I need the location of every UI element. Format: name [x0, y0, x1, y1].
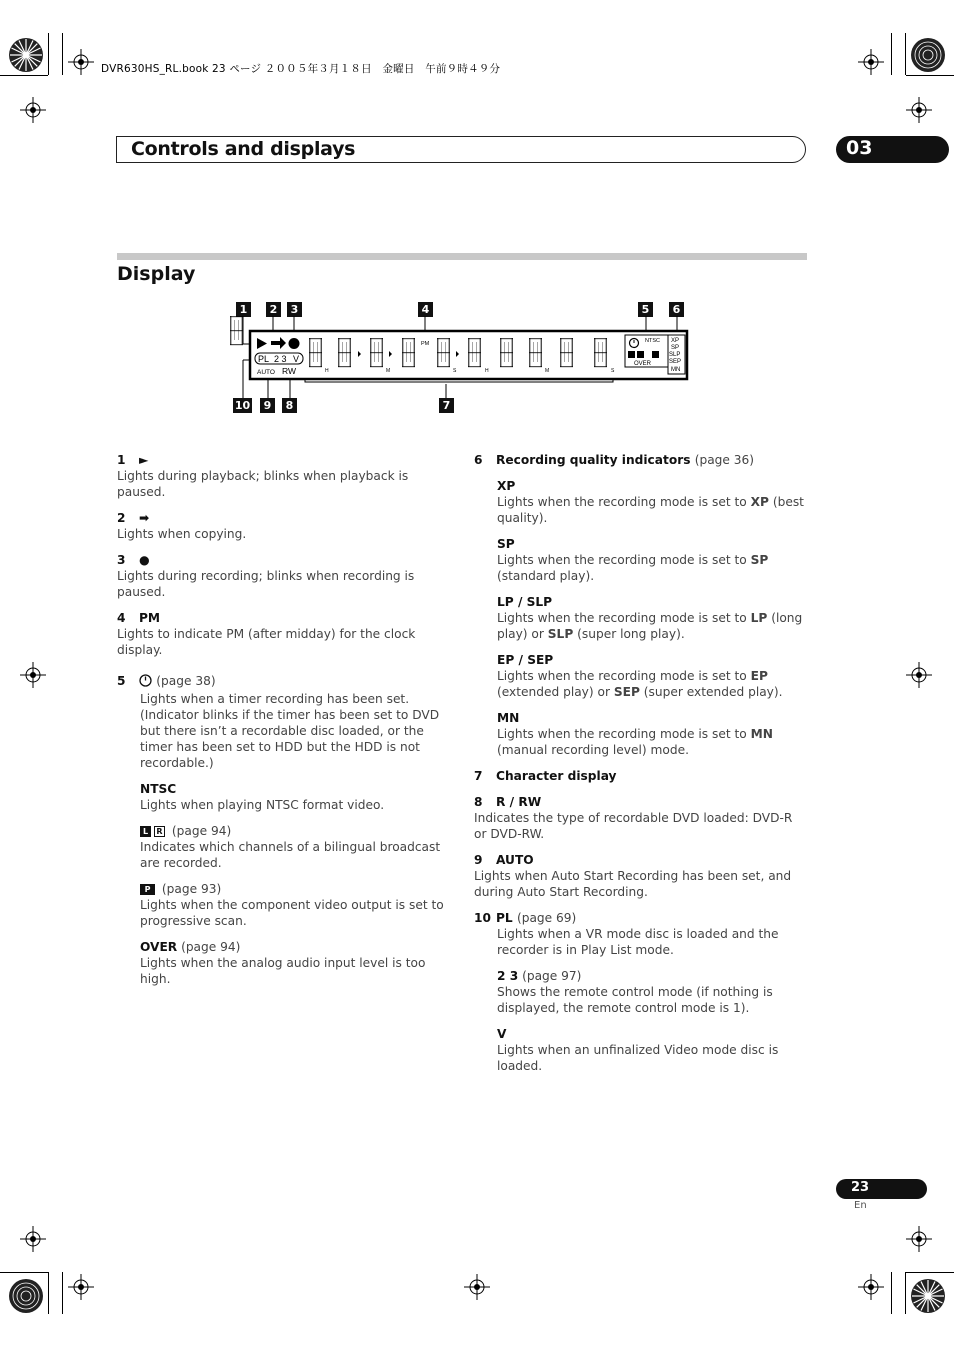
rw-label: RW — [282, 366, 297, 376]
list-item: 8 R / RW Indicates the type of recordable DVD loaded: DVD-R or DVD-RW. — [474, 795, 793, 841]
chapter-title: Controls and displays — [131, 138, 356, 160]
fl-display-panel — [230, 316, 692, 400]
registration-mark — [464, 1274, 490, 1300]
list-item: 1 ► Lights during playback; blinks when playback is paused. — [117, 453, 409, 499]
l-channel-icon: L — [140, 826, 151, 837]
m-label: M — [545, 368, 550, 374]
registration-mark — [68, 1274, 94, 1300]
sep-label: SEP — [669, 359, 682, 365]
timer-icon — [139, 674, 152, 691]
registration-mark — [68, 49, 94, 75]
callout-2: 2 — [266, 302, 281, 317]
starburst-mark-br — [910, 1278, 946, 1314]
callout-7: 7 — [439, 398, 454, 413]
language-label: En — [854, 1200, 867, 1211]
section-divider — [117, 253, 807, 260]
starburst-mark-bl — [8, 1278, 44, 1314]
chapter-tab — [836, 136, 949, 163]
section-title: Display — [117, 263, 196, 285]
list-item: 4 PM Lights to indicate PM (after midday) for the clock display. — [117, 611, 416, 657]
sub-item: NTSC Lights when playing NTSC format video. — [140, 782, 385, 812]
sub-item: XP Lights when the recording mode is set to XP (best quality). — [497, 479, 804, 525]
list-item: 7 Character display — [474, 769, 617, 783]
list-item: 9 AUTO Lights when Auto Start Recording has been set, and during Auto Start Recording. — [474, 853, 792, 899]
callout-1: 1 — [236, 302, 251, 317]
v-label: V — [293, 354, 300, 364]
sub-item: P (page 93) Lights when the component video output is set to progressive scan. — [140, 882, 444, 928]
remote-digits-label: 2 3 — [274, 354, 287, 364]
registration-mark — [906, 1226, 932, 1252]
callout-3: 3 — [287, 302, 302, 317]
registration-mark — [20, 662, 46, 688]
callout-4: 4 — [418, 302, 433, 317]
progressive-icon: P — [140, 884, 155, 895]
registration-mark — [858, 1274, 884, 1300]
m-label: M — [386, 368, 391, 374]
file-info: DVR630HS_RL.book 23 ページ ２００５年３月１８日 金曜日 午前９時４９分 — [101, 63, 501, 75]
chapter-number: 03 — [846, 137, 873, 159]
pm-label: PM — [421, 341, 430, 347]
list-item: 5 (page 38) Lights when a timer recording has been set. (Indicator blinks if the timer has been set to DVD but there isn’t a recordable disc loaded, or the timer has been set to HDD but the HDD is not recordable.) — [117, 674, 440, 770]
callout-9: 9 — [260, 398, 275, 413]
page-number-tab — [836, 1179, 927, 1199]
s-label: S — [453, 368, 457, 374]
r-channel-icon: R — [154, 826, 165, 837]
mn-label: MN — [671, 367, 681, 373]
registration-mark — [906, 97, 932, 123]
slp-label: SLP — [669, 352, 681, 358]
copy-arrow-icon: ➡ — [139, 511, 150, 525]
sub-item: LP / SLP Lights when the recording mode is set to LP (long play) or SLP (super long play). — [497, 595, 803, 641]
sub-item: EP / SEP Lights when the recording mode is set to EP (extended play) or SEP (super extended play). — [497, 653, 783, 699]
h-label: H — [485, 368, 489, 374]
registration-mark — [20, 97, 46, 123]
record-dot-icon: ● — [139, 553, 150, 567]
list-item: 2 ➡ Lights when copying. — [117, 511, 247, 541]
sub-item: SP Lights when the recording mode is set to SP (standard play). — [497, 537, 769, 583]
left-column — [117, 452, 453, 987]
registration-mark — [20, 1226, 46, 1252]
list-item: 6 Recording quality indicators (page 36) — [474, 453, 755, 467]
sub-item: V Lights when an unfinalized Video mode disc is loaded. — [497, 1027, 779, 1073]
registration-mark — [858, 49, 884, 75]
page-number: 23 — [851, 1180, 870, 1195]
callout-8: 8 — [282, 398, 297, 413]
play-icon: ► — [139, 453, 149, 467]
sub-item: L R (page 94) Indicates which channels of a bilingual broadcast are recorded. — [140, 824, 441, 870]
callout-6: 6 — [669, 302, 684, 317]
pl-label: PL — [258, 354, 270, 364]
registration-mark — [906, 662, 932, 688]
sub-item: 2 3 (page 97) Shows the remote control mode (if nothing is displayed, the remote control mode is 1). — [497, 969, 773, 1015]
sp-label: SP — [671, 345, 680, 351]
h-label: H — [325, 368, 329, 374]
sub-item: OVER (page 94) Lights when the analog audio input level is too high. — [140, 940, 426, 986]
auto-label: AUTO — [257, 369, 275, 376]
starburst-mark-tl — [8, 37, 44, 73]
list-item: 3 ● Lights during recording; blinks when recording is paused. — [117, 553, 415, 599]
xp-label: XP — [671, 338, 680, 344]
chapter-header — [116, 136, 806, 163]
callout-5: 5 — [638, 302, 653, 317]
sub-item: MN Lights when the recording mode is set to MN (manual recording level) mode. — [497, 711, 773, 757]
list-item: 10 PL (page 69) Lights when a VR mode disc is loaded and the recorder is in Play List mode. — [474, 911, 779, 957]
s-label: S — [611, 368, 615, 374]
over-label: OVER — [634, 361, 652, 367]
ntsc-label: NTSC — [645, 338, 660, 344]
right-column — [474, 452, 807, 1074]
starburst-mark-tr — [910, 37, 946, 73]
callout-10: 10 — [234, 399, 251, 412]
